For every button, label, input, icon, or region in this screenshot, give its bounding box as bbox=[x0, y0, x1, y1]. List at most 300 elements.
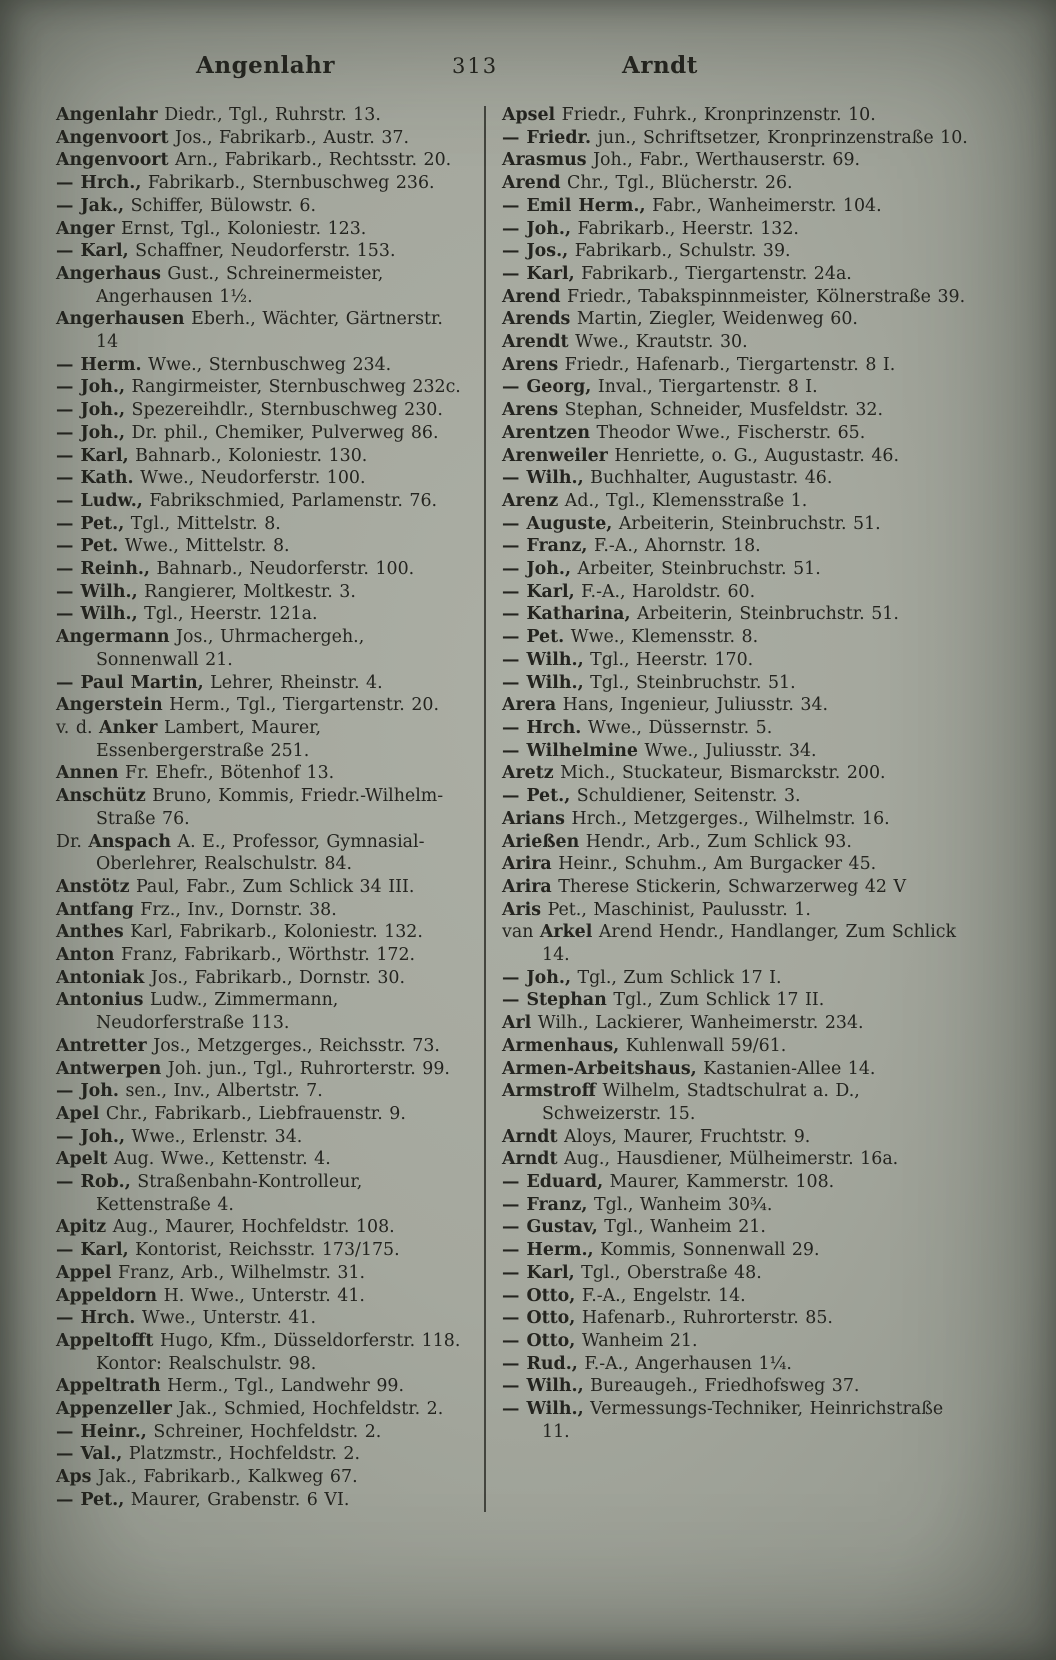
directory-entry bbox=[56, 1148, 470, 1171]
entry-details: Tgl., Oberstraße 48. bbox=[574, 1262, 762, 1283]
entry-details: Ad., Tgl., Klemensstraße 1. bbox=[558, 490, 808, 511]
entry-name: — Jos., bbox=[502, 241, 569, 262]
directory-entry bbox=[56, 876, 470, 899]
directory-entry bbox=[502, 490, 970, 513]
entry-name: — Wilh., bbox=[502, 468, 584, 489]
entry-name: — Karl, bbox=[56, 241, 129, 262]
entry-name: Angenlahr bbox=[56, 105, 158, 125]
directory-entry bbox=[56, 1285, 470, 1308]
entry-details: Wilh., Lackierer, Wanheimerstr. 234. bbox=[531, 1013, 864, 1034]
entry-details: Schreiner, Hochfeldstr. 2. bbox=[146, 1421, 382, 1442]
entry-name: Antonius bbox=[56, 990, 144, 1011]
entry-name: Armen-Arbeitshaus, bbox=[502, 1058, 697, 1079]
directory-entry bbox=[56, 1421, 470, 1444]
entry-details: Aug., Hausdiener, Mülheimerstr. 16a. bbox=[557, 1149, 899, 1170]
entry-name: — Herm. bbox=[56, 354, 142, 375]
entry-details: Aug. Wwe., Kettenstr. 4. bbox=[107, 1149, 331, 1170]
entry-name: Appeltrath bbox=[56, 1376, 161, 1397]
entry-name: — Auguste, bbox=[502, 513, 613, 534]
entry-details: Tgl., Steinbruchstr. 51. bbox=[583, 672, 796, 693]
entry-details: Fabrikarb., Tiergartenstr. 24a. bbox=[574, 263, 852, 284]
directory-entry bbox=[56, 717, 470, 762]
directory-entry bbox=[56, 1466, 470, 1489]
directory-entry bbox=[56, 1126, 470, 1149]
entry-details: Therese Stickerin, Schwarzerweg 42 V bbox=[551, 876, 907, 897]
directory-entry bbox=[56, 399, 470, 422]
entry-details: F.-A., Haroldstr. 60. bbox=[574, 581, 756, 602]
directory-entry bbox=[502, 740, 970, 763]
directory-entry bbox=[56, 1171, 470, 1216]
entry-details: Inval., Tiergartenstr. 8 I. bbox=[591, 377, 818, 398]
entry-name: — Joh. bbox=[56, 1081, 119, 1102]
entry-details: Wwe., Krautstr. 30. bbox=[568, 332, 748, 353]
entry-details: Hugo, Kfm., Düsseldorferstr. 118. Kontor: Realschulstr. 98. bbox=[96, 1330, 461, 1374]
entry-name: — Karl, bbox=[56, 1240, 129, 1261]
entry-details: Schiffer, Bülowstr. 6. bbox=[124, 195, 317, 216]
directory-entry bbox=[56, 1216, 470, 1239]
directory-entry bbox=[502, 626, 970, 649]
directory-entry bbox=[502, 785, 970, 808]
directory-entry bbox=[502, 1375, 970, 1398]
entry-details: Tgl., Heerstr. 121a. bbox=[137, 604, 318, 625]
entry-details: Herm., Tgl., Landwehr 99. bbox=[160, 1376, 405, 1397]
entry-name: Arends bbox=[502, 309, 571, 330]
entry-name: Arens bbox=[502, 354, 559, 375]
entry-details: Henriette, o. G., Augustastr. 46. bbox=[607, 445, 899, 466]
directory-entry bbox=[502, 1080, 970, 1125]
entry-name: — Stephan bbox=[502, 990, 607, 1011]
entry-details: Wwe., Unterstr. 41. bbox=[135, 1308, 316, 1329]
entry-details: Joh., Fabr., Werthauserstr. 69. bbox=[586, 150, 861, 171]
directory-entry bbox=[502, 127, 970, 150]
entry-details: Arbeiterin, Steinbruchstr. 51. bbox=[612, 513, 881, 534]
directory-entry bbox=[502, 921, 970, 966]
entry-details: Chr., Tgl., Blücherstr. 26. bbox=[560, 173, 793, 194]
directory-entry bbox=[56, 127, 470, 150]
directory-entry bbox=[56, 694, 470, 717]
entry-name: — Joh., bbox=[56, 400, 126, 421]
entry-details: Wanheim 21. bbox=[575, 1330, 698, 1351]
entry-name: — Joh., bbox=[502, 967, 572, 988]
directory-entry bbox=[56, 1080, 470, 1103]
directory-entry bbox=[56, 1058, 470, 1081]
directory-entry bbox=[502, 876, 970, 899]
right-column bbox=[490, 104, 970, 1512]
entry-details: Dr. phil., Chemiker, Pulverweg 86. bbox=[125, 422, 439, 443]
entry-details: Aug., Maurer, Hochfeldstr. 108. bbox=[106, 1217, 395, 1238]
entry-details: Lehrer, Rheinstr. 4. bbox=[203, 672, 383, 693]
entry-name: — Gustav, bbox=[502, 1217, 598, 1238]
entry-name: Aretz bbox=[502, 763, 554, 784]
entry-name: Anger bbox=[56, 218, 115, 239]
entry-name: — Herm., bbox=[502, 1240, 594, 1261]
directory-entry bbox=[56, 490, 470, 513]
entry-details: Theodor Wwe., Fischerstr. 65. bbox=[589, 422, 866, 443]
entry-name: — Georg, bbox=[502, 377, 592, 398]
directory-entry bbox=[502, 422, 970, 445]
entry-details: Friedr., Hafenarb., Tiergartenstr. 8 I. bbox=[558, 354, 896, 375]
entry-details: Frz., Inv., Dornstr. 38. bbox=[133, 899, 337, 920]
directory-entry bbox=[56, 967, 470, 990]
entry-name: — Karl, bbox=[502, 581, 575, 602]
left-column bbox=[56, 104, 480, 1512]
entry-name: Appeltofft bbox=[56, 1330, 154, 1351]
directory-entry bbox=[502, 104, 970, 127]
directory-entry bbox=[502, 581, 970, 604]
entry-name: — Katharina, bbox=[502, 604, 631, 625]
directory-entry bbox=[502, 218, 970, 241]
entry-name: Angenvoort bbox=[56, 150, 169, 171]
directory-entry bbox=[56, 1307, 470, 1330]
entry-details: Arend Hendr., Handlanger, Zum Schlick 14. bbox=[542, 922, 957, 966]
directory-entry bbox=[502, 672, 970, 695]
entry-details: Jak., Schmied, Hochfeldstr. 2. bbox=[171, 1399, 444, 1420]
entry-details: Fabrikschmied, Parlamenstr. 76. bbox=[142, 490, 438, 511]
entry-details: Wwe., Juliusstr. 34. bbox=[637, 740, 817, 761]
entry-name: Apelt bbox=[56, 1149, 108, 1170]
entry-name: Arens bbox=[502, 400, 559, 421]
directory-entry bbox=[56, 445, 470, 468]
entry-name: — Jak., bbox=[56, 195, 125, 216]
entry-name: Arießen bbox=[502, 831, 580, 852]
entry-name: Arendt bbox=[502, 332, 569, 353]
entry-name: — Kath. bbox=[56, 468, 134, 489]
directory-entry bbox=[56, 263, 470, 308]
entry-prefix: v. d. bbox=[56, 717, 100, 738]
entry-name: Armenhaus, bbox=[502, 1035, 620, 1056]
directory-entry bbox=[502, 1035, 970, 1058]
directory-entry bbox=[56, 422, 470, 445]
entry-name: Anthes bbox=[56, 922, 124, 943]
page-number: 313 bbox=[452, 54, 499, 78]
directory-entry bbox=[502, 172, 970, 195]
entry-name: Arend bbox=[502, 286, 561, 307]
entry-name: — Pet., bbox=[502, 786, 571, 807]
entry-details: Wwe., Neudorferstr. 100. bbox=[133, 468, 366, 489]
directory-entry bbox=[56, 1375, 470, 1398]
entry-name: — Pet., bbox=[56, 1489, 125, 1510]
entry-details: Maurer, Grabenstr. 6 VI. bbox=[124, 1489, 350, 1510]
directory-entry bbox=[56, 626, 470, 671]
entry-details: F.-A., Angerhausen 1¼. bbox=[577, 1353, 792, 1374]
entry-details: Arbeiterin, Steinbruchstr. 51. bbox=[630, 604, 899, 625]
directory-entry bbox=[502, 399, 970, 422]
entry-name: Arira bbox=[502, 876, 552, 897]
entry-name: Antfang bbox=[56, 899, 134, 920]
entry-details: Gust., Schreinermeister, Angerhausen 1½. bbox=[96, 263, 384, 307]
entry-details: Herm., Tgl., Tiergartenstr. 20. bbox=[162, 695, 440, 716]
directory-entry bbox=[502, 1285, 970, 1308]
entry-name: Appeldorn bbox=[56, 1285, 158, 1306]
entry-name: — Emil Herm., bbox=[502, 195, 646, 216]
directory-entry bbox=[502, 149, 970, 172]
header-first-entry-word: Angenlahr bbox=[196, 52, 335, 79]
entry-name: Arl bbox=[502, 1013, 532, 1034]
entry-name: — Joh., bbox=[56, 422, 126, 443]
directory-entry bbox=[56, 831, 470, 876]
directory-entry bbox=[502, 331, 970, 354]
entry-name: — Franz, bbox=[502, 1194, 588, 1215]
entry-details: Tgl., Heerstr. 170. bbox=[583, 649, 754, 670]
directory-entry bbox=[502, 603, 970, 626]
directory-entry bbox=[56, 1443, 470, 1466]
entry-name: — Joh., bbox=[56, 377, 126, 398]
entry-details: Hafenarb., Ruhrorterstr. 85. bbox=[575, 1308, 833, 1329]
page-header bbox=[0, 0, 1056, 100]
entry-details: A. E., Professor, Gymnasial-Oberlehrer, Realschulstr. 84. bbox=[96, 831, 425, 875]
directory-entry bbox=[502, 694, 970, 717]
directory-entry bbox=[56, 1398, 470, 1421]
entry-details: Wwe., Erlenstr. 34. bbox=[125, 1126, 303, 1147]
directory-entry bbox=[56, 581, 470, 604]
entry-name: Apsel bbox=[502, 105, 556, 125]
entry-name: — Rud., bbox=[502, 1353, 578, 1374]
directory-entry bbox=[502, 899, 970, 922]
directory-entry bbox=[56, 513, 470, 536]
entry-details: Fabr., Wanheimerstr. 104. bbox=[645, 195, 882, 216]
entry-details: Fabrikarb., Heerstr. 132. bbox=[571, 218, 799, 239]
entry-name: Angerhausen bbox=[56, 309, 185, 330]
directory-entry bbox=[502, 286, 970, 309]
entry-name: Armstroff bbox=[502, 1081, 596, 1102]
directory-entry bbox=[56, 1103, 470, 1126]
entry-name: Antoniak bbox=[56, 967, 145, 988]
entry-details: Spezereihdlr., Sternbuschweg 230. bbox=[125, 400, 443, 421]
directory-entry bbox=[502, 308, 970, 331]
entry-details: Tgl., Zum Schlick 17 II. bbox=[606, 990, 825, 1011]
entry-name: — Wilh., bbox=[56, 604, 138, 625]
entry-name: Arira bbox=[502, 854, 552, 875]
entry-details: Martin, Ziegler, Weidenweg 60. bbox=[570, 309, 858, 330]
entry-name: Anker bbox=[99, 717, 158, 738]
entry-details: Lambert, Maurer, Essenbergerstraße 251. bbox=[96, 717, 322, 761]
entry-name: Aris bbox=[502, 899, 542, 920]
directory-entry bbox=[56, 762, 470, 785]
directory-entry bbox=[502, 1307, 970, 1330]
entry-details: Kontorist, Reichsstr. 173/175. bbox=[128, 1240, 400, 1261]
entry-details: Franz, Arb., Wilhelmstr. 31. bbox=[111, 1262, 366, 1283]
entry-name: — Joh., bbox=[502, 218, 572, 239]
column-divider-rule bbox=[484, 106, 486, 1512]
entry-details: Franz, Fabrikarb., Wörthstr. 172. bbox=[114, 945, 416, 966]
entry-name: Apitz bbox=[56, 1217, 107, 1238]
entry-name: — Paul Martin, bbox=[56, 672, 204, 693]
directory-entry bbox=[56, 172, 470, 195]
entry-name: Anspach bbox=[88, 831, 171, 852]
directory-entry bbox=[502, 1012, 970, 1035]
entry-details: Wwe., Sternbuschweg 234. bbox=[141, 354, 392, 375]
entry-name: Arasmus bbox=[502, 150, 587, 171]
directory-entry bbox=[56, 1330, 470, 1375]
directory-entry bbox=[56, 104, 470, 127]
entry-details: Bruno, Kommis, Friedr.-Wilhelm-Straße 76. bbox=[96, 786, 444, 829]
entry-name: — Wilhelmine bbox=[502, 740, 638, 761]
entry-details: Kastanien-Allee 14. bbox=[696, 1058, 876, 1079]
directory-entry bbox=[56, 240, 470, 263]
directory-entry bbox=[56, 603, 470, 626]
directory-entry bbox=[502, 1194, 970, 1217]
directory-entry bbox=[56, 218, 470, 241]
entry-name: Angerstein bbox=[56, 695, 163, 716]
directory-entry bbox=[502, 808, 970, 831]
entry-details: Chr., Fabrikarb., Liebfrauenstr. 9. bbox=[99, 1103, 406, 1124]
directory-entry bbox=[502, 1126, 970, 1149]
directory-entry bbox=[502, 717, 970, 740]
directory-entry bbox=[502, 1398, 970, 1443]
entry-name: — Wilh., bbox=[502, 1376, 584, 1397]
directory-entry bbox=[56, 149, 470, 172]
entry-details: Tgl., Wanheim 30¾. bbox=[587, 1194, 773, 1215]
entry-name: Angermann bbox=[56, 627, 170, 648]
entry-name: Arndt bbox=[502, 1149, 558, 1170]
directory-entry bbox=[56, 1489, 470, 1512]
entry-details: Ernst, Tgl., Koloniestr. 123. bbox=[114, 218, 367, 239]
entry-details: jun., Schriftsetzer, Kronprinzenstraße 10. bbox=[591, 127, 968, 148]
entry-details: Rangierer, Moltkestr. 3. bbox=[137, 581, 356, 602]
entry-name: Appenzeller bbox=[56, 1399, 172, 1420]
directory-entry bbox=[56, 558, 470, 581]
entry-details: Kuhlenwall 59/61. bbox=[619, 1035, 787, 1056]
directory-columns bbox=[0, 100, 1056, 1512]
directory-entry bbox=[56, 1035, 470, 1058]
directory-entry bbox=[502, 649, 970, 672]
entry-name: — Wilh., bbox=[56, 581, 138, 602]
entry-name: Arndt bbox=[502, 1126, 558, 1147]
entry-name: — Reinh., bbox=[56, 559, 150, 580]
entry-name: — Wilh., bbox=[502, 672, 584, 693]
entry-details: Hans, Ingenieur, Juliusstr. 34. bbox=[556, 695, 829, 716]
entry-details: Wilhelm, Stadtschulrat a. D., Schweizerstr. 15. bbox=[542, 1081, 860, 1124]
entry-details: Wwe., Düssernstr. 5. bbox=[581, 717, 773, 738]
directory-entry bbox=[56, 535, 470, 558]
entry-details: Bahnarb., Neudorferstr. 100. bbox=[149, 559, 415, 580]
directory-entry bbox=[502, 762, 970, 785]
entry-name: Arkel bbox=[539, 922, 593, 943]
directory-entry bbox=[56, 944, 470, 967]
entry-details: Arn., Fabrikarb., Rechtsstr. 20. bbox=[168, 150, 452, 171]
entry-details: Fabrikarb., Sternbuschweg 236. bbox=[141, 173, 435, 194]
entry-name: Annen bbox=[56, 763, 119, 784]
entry-details: F.-A., Ahornstr. 18. bbox=[587, 536, 761, 557]
entry-name: Angenvoort bbox=[56, 127, 169, 148]
entry-name: Appel bbox=[56, 1262, 112, 1283]
entry-name: Arenweiler bbox=[502, 445, 608, 466]
entry-details: Hrch., Metzgerges., Wilhelmstr. 16. bbox=[564, 808, 890, 829]
directory-entry bbox=[502, 1330, 970, 1353]
entry-name: Anstötz bbox=[56, 876, 130, 897]
entry-name: Arera bbox=[502, 695, 557, 716]
entry-details: Ludw., Zimmermann, Neudorferstraße 113. bbox=[96, 990, 339, 1034]
entry-name: — Karl, bbox=[502, 263, 575, 284]
entry-name: Apel bbox=[56, 1103, 100, 1124]
directory-entry bbox=[56, 899, 470, 922]
entry-name: — Pet., bbox=[56, 513, 125, 534]
entry-name: — Heinr., bbox=[56, 1421, 147, 1442]
entry-details: Jos., Metzgerges., Reichsstr. 73. bbox=[146, 1035, 440, 1056]
entry-name: — Karl, bbox=[502, 1262, 575, 1283]
entry-details: Schuldiener, Seitenstr. 3. bbox=[570, 786, 801, 807]
directory-entry bbox=[56, 354, 470, 377]
entry-details: Platzmstr., Hochfeldstr. 2. bbox=[122, 1444, 360, 1465]
entry-name: Anton bbox=[56, 945, 115, 966]
directory-entry bbox=[56, 989, 470, 1034]
directory-entry bbox=[502, 354, 970, 377]
directory-entry bbox=[502, 558, 970, 581]
entry-details: Tgl., Wanheim 21. bbox=[597, 1217, 766, 1238]
entry-name: — Hrch. bbox=[502, 717, 582, 738]
entry-details: Buchhalter, Augustastr. 46. bbox=[583, 468, 833, 489]
directory-entry bbox=[502, 467, 970, 490]
entry-details: Jos., Fabrikarb., Austr. 37. bbox=[168, 127, 409, 148]
entry-name: — Hrch., bbox=[56, 173, 142, 194]
directory-entry bbox=[502, 1262, 970, 1285]
directory-entry bbox=[56, 1262, 470, 1285]
entry-details: Tgl., Mittelstr. 8. bbox=[124, 513, 281, 534]
directory-entry bbox=[502, 967, 970, 990]
entry-details: Karl, Fabrikarb., Koloniestr. 132. bbox=[123, 922, 423, 943]
entry-details: Wwe., Mittelstr. 8. bbox=[118, 536, 290, 557]
entry-details: Schaffner, Neudorferstr. 153. bbox=[128, 241, 396, 262]
entry-details: Wwe., Klemensstr. 8. bbox=[564, 627, 759, 648]
directory-entry bbox=[56, 195, 470, 218]
entry-name: Arians bbox=[502, 808, 565, 829]
entry-name: — Joh., bbox=[56, 1126, 126, 1147]
entry-name: — Joh., bbox=[502, 559, 572, 580]
entry-details: Heinr., Schuhm., Am Burgacker 45. bbox=[551, 854, 877, 875]
directory-entry bbox=[56, 376, 470, 399]
entry-details: Straßenbahn-Kontrolleur, Kettenstraße 4. bbox=[96, 1172, 363, 1215]
entry-details: Fabrikarb., Schulstr. 39. bbox=[568, 241, 791, 262]
entry-details: Pet., Maschinist, Paulusstr. 1. bbox=[541, 899, 811, 920]
entry-name: — Hrch. bbox=[56, 1308, 136, 1329]
directory-entry bbox=[502, 535, 970, 558]
entry-details: Friedr., Tabakspinnmeister, Kölnerstraße 39. bbox=[560, 286, 966, 307]
entry-details: Mich., Stuckateur, Bismarckstr. 200. bbox=[553, 763, 886, 784]
entry-name: — Otto, bbox=[502, 1285, 576, 1306]
entry-name: Arend bbox=[502, 173, 561, 194]
directory-entry bbox=[502, 1058, 970, 1081]
entry-name: — Pet. bbox=[502, 627, 565, 648]
entry-details: Aloys, Maurer, Fruchtstr. 9. bbox=[557, 1126, 811, 1147]
directory-entry bbox=[56, 1239, 470, 1262]
entry-name: Antwerpen bbox=[56, 1058, 162, 1079]
directory-entry bbox=[502, 376, 970, 399]
entry-prefix: Dr. bbox=[56, 831, 89, 852]
entry-name: — Otto, bbox=[502, 1308, 576, 1329]
directory-entry bbox=[502, 1148, 970, 1171]
directory-entry bbox=[502, 989, 970, 1012]
directory-entry bbox=[502, 1353, 970, 1376]
entry-name: — Friedr. bbox=[502, 127, 592, 148]
entry-details: Maurer, Kammerstr. 108. bbox=[603, 1172, 835, 1193]
entry-details: Hendr., Arb., Zum Schlick 93. bbox=[579, 831, 852, 852]
entry-details: F.-A., Engelstr. 14. bbox=[575, 1285, 746, 1306]
entry-name: Antretter bbox=[56, 1035, 147, 1056]
entry-prefix: van bbox=[502, 922, 540, 943]
entry-details: Stephan, Schneider, Musfeldstr. 32. bbox=[558, 400, 884, 421]
directory-entry bbox=[502, 240, 970, 263]
entry-details: Jak., Fabrikarb., Kalkweg 67. bbox=[91, 1467, 358, 1488]
entry-name: — Wilh., bbox=[502, 649, 584, 670]
entry-details: Vermessungs-Techniker, Heinrichstraße 11. bbox=[542, 1399, 944, 1442]
entry-details: Eberh., Wächter, Gärtnerstr. 14 bbox=[96, 309, 443, 353]
entry-details: Jos., Uhrmachergeh., Sonnenwall 21. bbox=[96, 627, 365, 670]
entry-details: Kommis, Sonnenwall 29. bbox=[593, 1240, 820, 1261]
entry-details: Arbeiter, Steinbruchstr. 51. bbox=[571, 559, 821, 580]
entry-name: Anschütz bbox=[56, 786, 146, 807]
directory-entry bbox=[502, 853, 970, 876]
directory-entry bbox=[502, 1171, 970, 1194]
